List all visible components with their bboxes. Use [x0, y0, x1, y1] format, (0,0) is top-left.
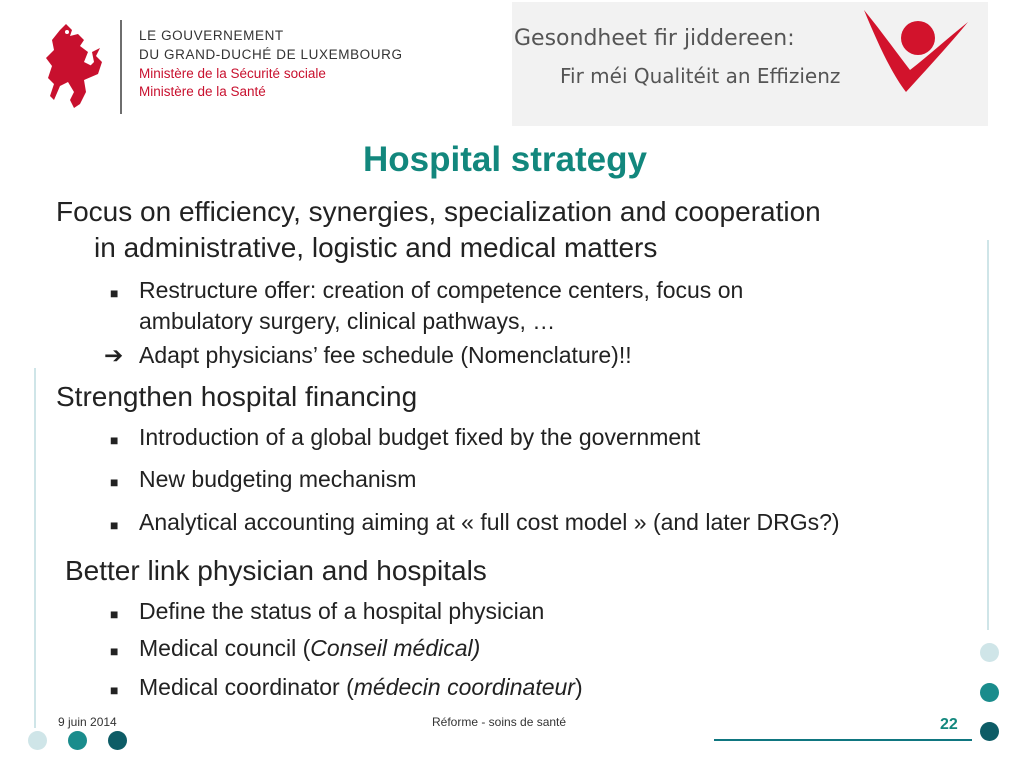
footer-line — [714, 739, 972, 741]
section-3-item-3-italic: médecin coordinateur — [353, 674, 575, 700]
slogan-line-2: Fir méi Qualitéit an Effizienz — [560, 64, 841, 88]
square-bullet-icon: ■ — [110, 606, 119, 622]
section-1-item-1-line-2: ambulatory surgery, clinical pathways, … — [139, 308, 556, 334]
section-2-item-1: Introduction of a global budget fixed by the government — [139, 424, 701, 450]
swoosh-logo-icon — [860, 4, 970, 96]
government-line-2: DU GRAND-DUCHÉ DE LUXEMBOURG — [139, 47, 403, 62]
section-2-item-2: New budgeting mechanism — [139, 466, 417, 492]
government-line-1: LE GOUVERNEMENT — [139, 28, 284, 43]
section-1-heading-line-2: in administrative, logistic and medical matters — [94, 232, 658, 263]
decorative-dot — [980, 643, 999, 662]
ministry-social-security: Ministère de la Sécurité sociale — [139, 66, 326, 81]
section-2-item-3: Analytical accounting aiming at « full cost model » (and later DRGs?) — [139, 509, 840, 535]
section-3-item-3-prefix: Medical coordinator ( — [139, 674, 354, 700]
square-bullet-icon: ■ — [110, 474, 119, 490]
section-1-heading-line-1: Focus on efficiency, synergies, specialization and cooperation — [56, 196, 821, 227]
section-3-item-2-prefix: Medical council ( — [139, 635, 311, 661]
decorative-dot — [980, 722, 999, 741]
section-3-item-3-suffix: ) — [574, 674, 583, 700]
square-bullet-icon: ■ — [110, 285, 119, 301]
footer-title: Réforme - soins de santé — [432, 715, 567, 729]
decorative-vertical-line-left — [34, 368, 36, 728]
square-bullet-icon: ■ — [110, 432, 119, 448]
section-1-item-1-line-1: Restructure offer: creation of competence centers, focus on — [139, 277, 744, 303]
page-number: 22 — [940, 716, 958, 733]
section-3-item-3 — [139, 674, 583, 701]
slide-title: Hospital strategy — [363, 140, 647, 179]
section-3-item-1: Define the status of a hospital physician — [139, 598, 545, 624]
header-divider — [120, 20, 122, 114]
ministry-health: Ministère de la Santé — [139, 84, 266, 99]
footer-date: 9 juin 2014 — [58, 715, 117, 729]
decorative-dot — [108, 731, 127, 750]
section-1-item-2: Adapt physicians’ fee schedule (Nomenclature)!! — [139, 342, 632, 368]
square-bullet-icon: ■ — [110, 517, 119, 533]
square-bullet-icon: ■ — [110, 682, 119, 698]
luxembourg-lion-logo-icon — [40, 22, 106, 112]
square-bullet-icon: ■ — [110, 643, 119, 659]
decorative-dot — [28, 731, 47, 750]
slogan-line-1: Gesondheet fir jiddereen: — [514, 26, 795, 51]
section-2-heading: Strengthen hospital financing — [56, 381, 418, 412]
section-3-heading: Better link physician and hospitals — [65, 555, 487, 586]
decorative-dot — [68, 731, 87, 750]
decorative-vertical-line-right — [987, 240, 989, 630]
right-arrow-icon: ➔ — [104, 342, 124, 368]
section-3-item-2-italic: Conseil médical) — [310, 635, 481, 661]
decorative-dot — [980, 683, 999, 702]
section-3-item-2 — [139, 635, 480, 662]
